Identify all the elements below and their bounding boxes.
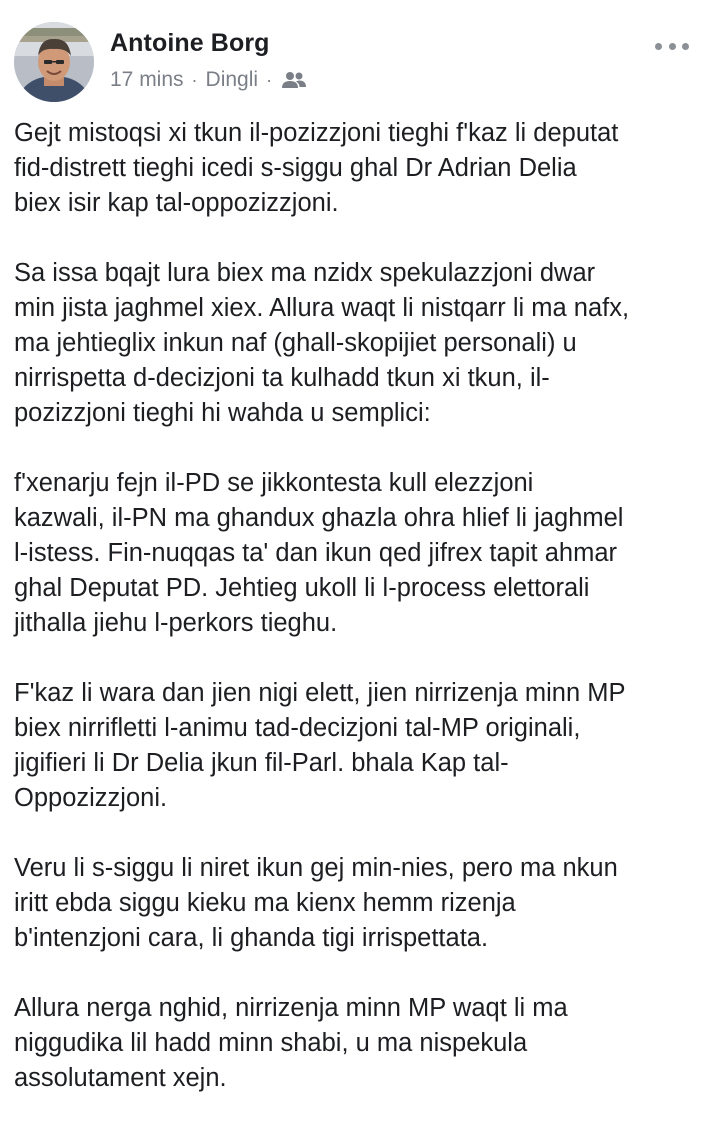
meta-separator: · (191, 69, 198, 90)
avatar[interactable] (14, 22, 94, 102)
friends-icon[interactable] (282, 71, 306, 89)
more-dot (682, 43, 689, 50)
post-paragraph: f'xenarju fejn il-PD se jikkontesta kull elezzjoni kazwali, il-PN ma ghandux ghazla ohra hlief li jaghmel l-istess. Fin-nuqqas ta' dan ikun qed jifrex tapit ahmar ghal Deputat PD. Jehtieg ukoll li l-process elettorali jithalla jiehu l-perkors tieghu. (14, 469, 624, 637)
more-dot (669, 43, 676, 50)
author-name[interactable]: Antoine Borg (110, 29, 270, 57)
meta-separator: · (266, 69, 273, 90)
post-paragraph: Sa issa bqajt lura biex ma nzidx spekulazzjoni dwar min jista jaghmel xiex. Allura waqt li nistqarr li ma nafx, ma jehtieglix inkun naf (ghall-skopijiet personali) u nirrispetta d-decizjoni ta kulhadd tkun xi tkun, il- pozizzjoni tieghi hi wahda u semplici: (14, 259, 630, 427)
avatar-image (14, 22, 94, 102)
post-paragraph: Gejt mistoqsi xi tkun il-pozizzjoni tieghi f'kaz li deputat fid-distrett tieghi icedi s-siggu ghal Dr Adrian Delia biex isir kap tal-oppozizzjoni. (14, 119, 619, 217)
post-location[interactable]: Dingli (205, 68, 259, 91)
more-options-icon[interactable] (655, 38, 689, 54)
post-paragraph: F'kaz li wara dan jien nigi elett, jien nirrizenja minn MP biex nirrifletti l-animu tad-decizjoni tal-MP originali, jigifieri li Dr Delia jkun fil-Parl. bhala Kap tal- Oppozizzjoni. (14, 679, 626, 812)
post-time[interactable]: 17 mins (110, 68, 184, 91)
post-meta (110, 68, 306, 92)
more-dot (655, 43, 662, 50)
post-header (14, 22, 695, 106)
post-paragraph: Allura nerga nghid, nirrizenja minn MP waqt li ma niggudika lil hadd minn shabi, u ma nispekula assolutament xejn. (14, 994, 568, 1092)
post-body (14, 116, 700, 1131)
post-paragraph: Veru li s-siggu li niret ikun gej min-nies, pero ma nkun iritt ebda siggu kieku ma kienx hemm rizenja b'intenzjoni cara, li ghanda tigi irrispettata. (14, 854, 618, 952)
